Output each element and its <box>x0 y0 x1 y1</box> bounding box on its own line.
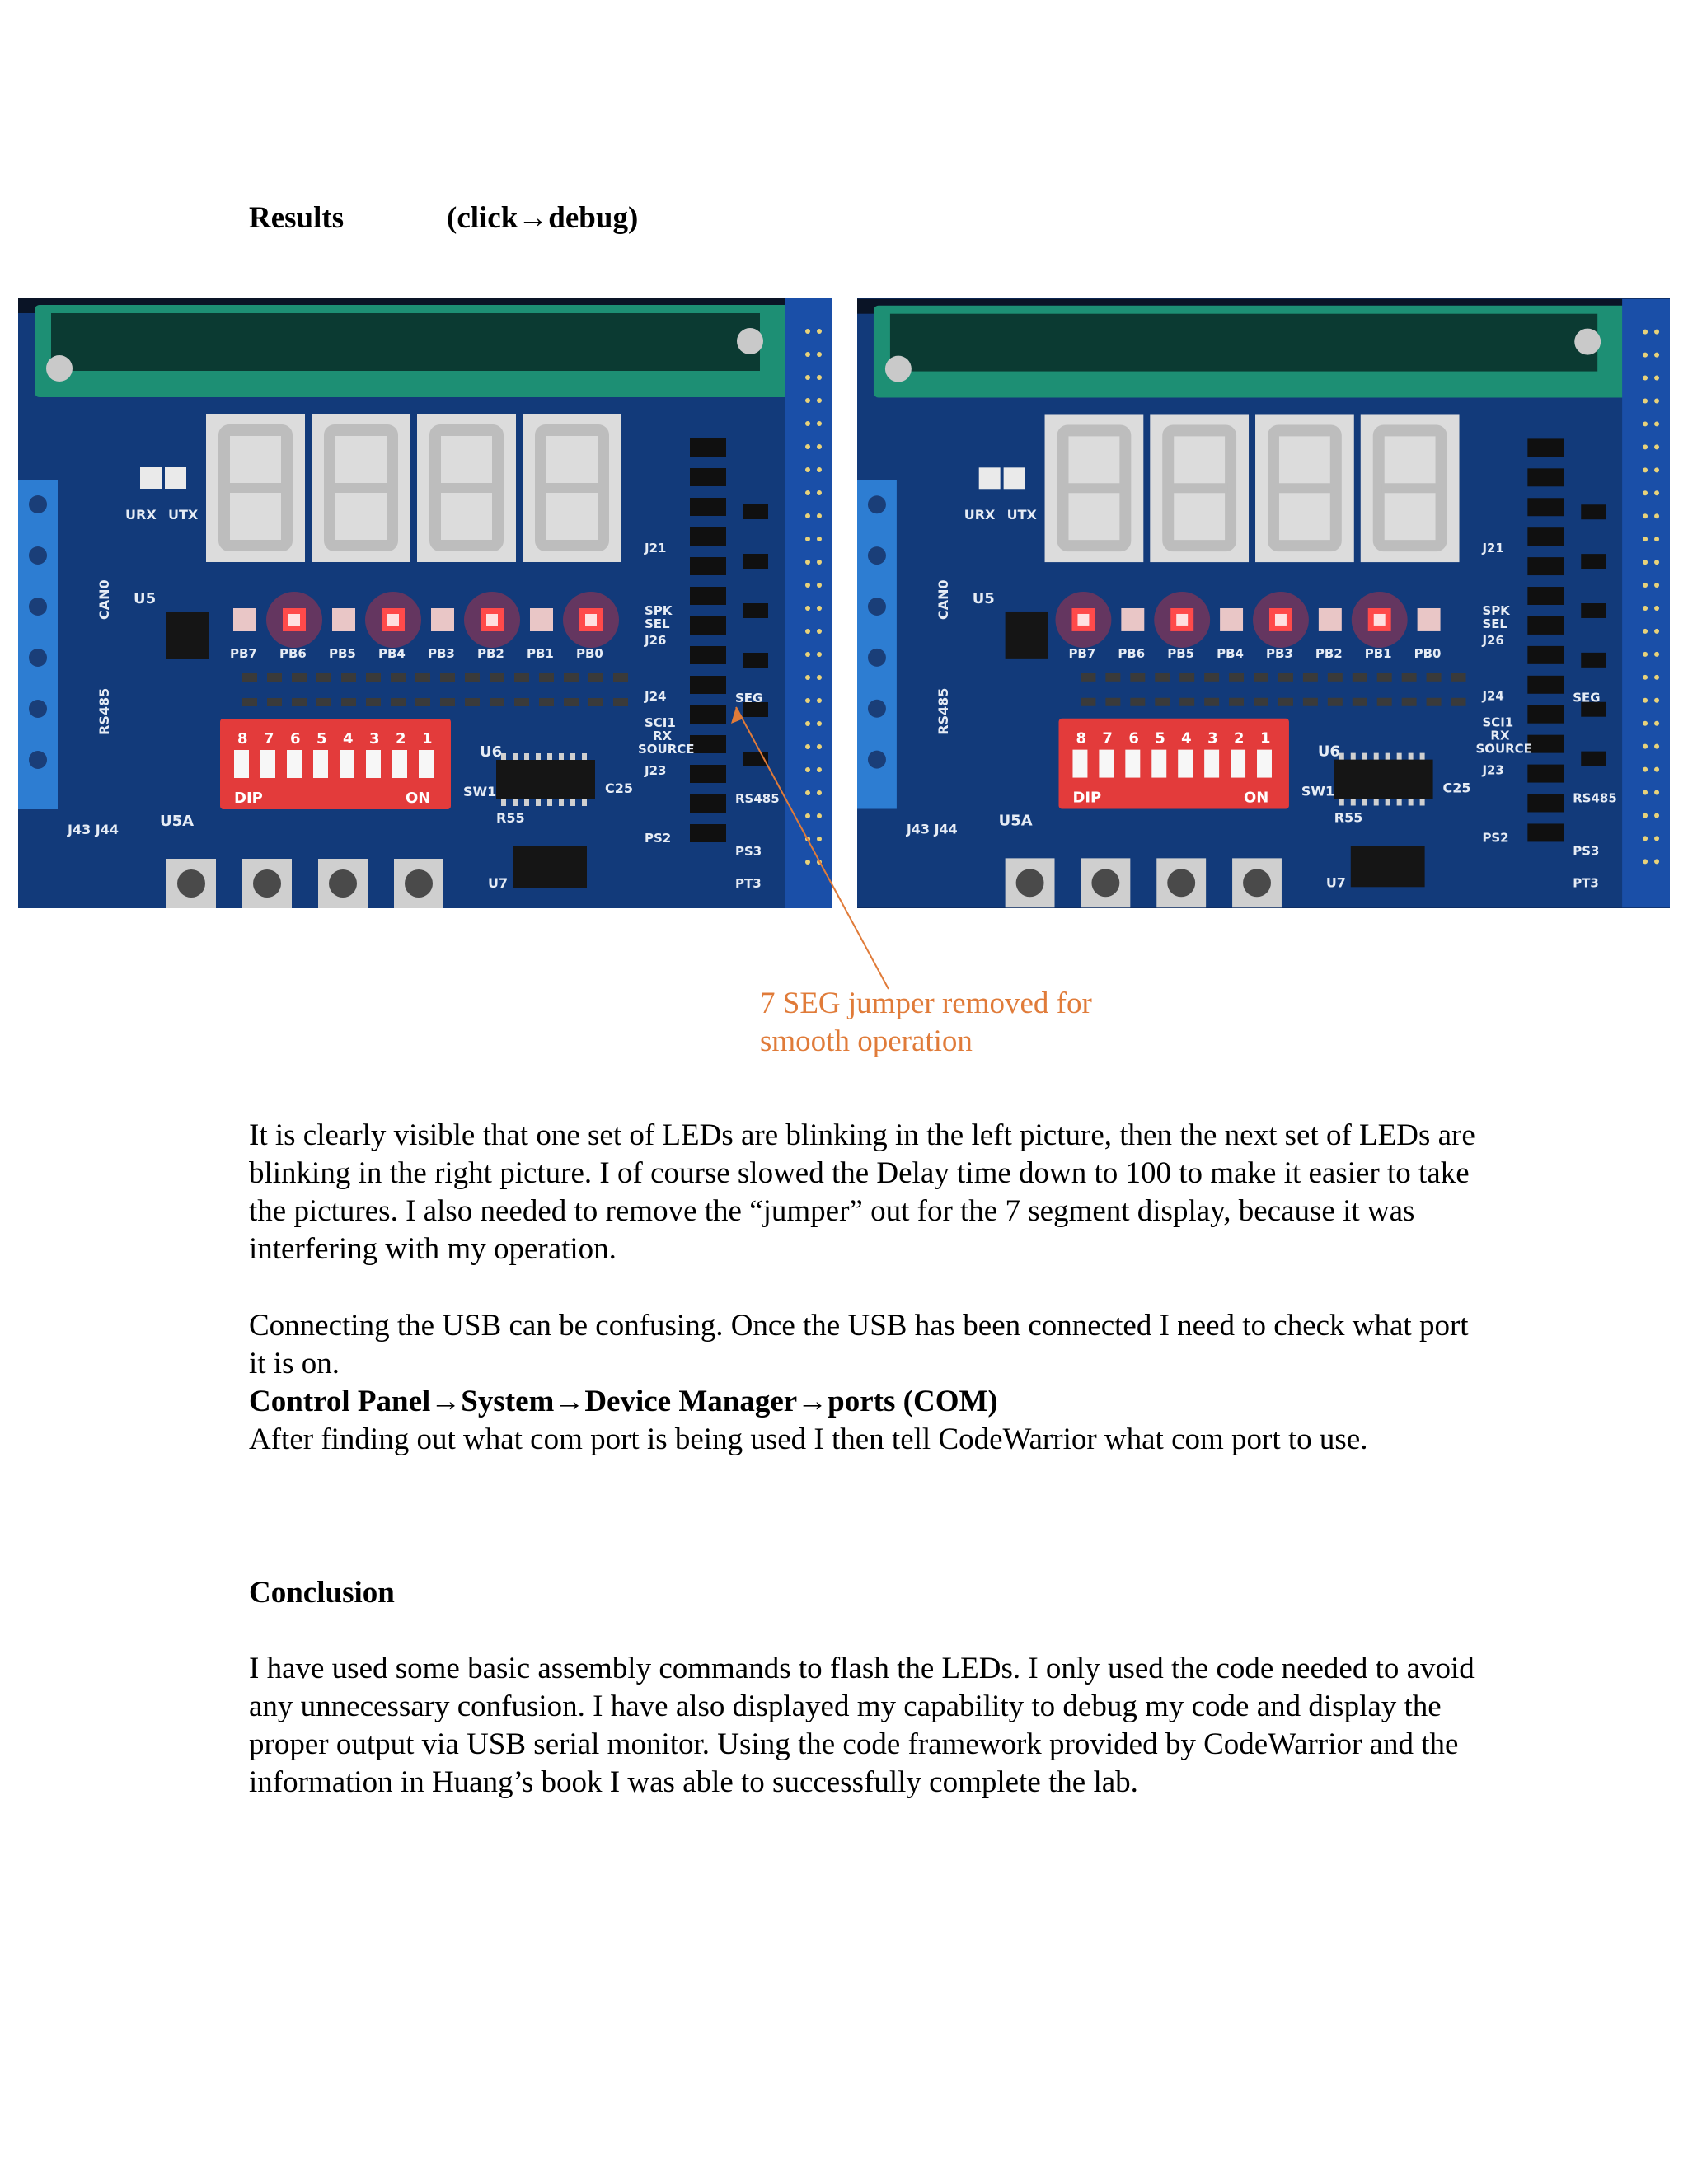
paragraph-com-port: After finding out what com port is being used I then tell CodeWarrior what com port to use. <box>249 1422 1368 1456</box>
label-urx: URX <box>125 507 157 523</box>
label-j26: J26 <box>645 633 667 648</box>
label-pb7: PB7 <box>230 646 257 661</box>
label-source: SOURCE <box>638 742 695 757</box>
results-subtitle: (click→debug) <box>447 201 639 235</box>
label-rs485: RS485 <box>1573 790 1617 806</box>
label-seg: SEG <box>735 691 763 705</box>
label-pb7: PB7 <box>1068 645 1096 661</box>
label-rs485: RS485 <box>935 687 951 735</box>
label-ps2: PS2 <box>645 831 672 846</box>
dip-number: 7 <box>264 730 274 748</box>
label-pb0: PB0 <box>1414 645 1442 661</box>
label-j24: J24 <box>1482 688 1504 704</box>
dip-number: 5 <box>316 730 327 748</box>
label-pt3: PT3 <box>1573 875 1599 891</box>
label-can0: CAN0 <box>935 579 951 620</box>
label-seg: SEG <box>1573 690 1601 705</box>
dip-number: 6 <box>1128 729 1139 748</box>
label-u7: U7 <box>1325 874 1346 891</box>
dip-number: 7 <box>1102 729 1113 748</box>
label-can0: CAN0 <box>96 579 112 620</box>
dip-number: 1 <box>1260 729 1271 748</box>
label-pb6: PB6 <box>279 646 307 661</box>
annotation-line-2: smooth operation <box>760 1024 973 1058</box>
annotation-line-1: 7 SEG jumper removed for <box>760 987 1092 1020</box>
label-u5: U5 <box>134 590 157 607</box>
dip-number: 2 <box>1234 729 1245 748</box>
label-ps3: PS3 <box>735 844 762 859</box>
label-pb1: PB1 <box>1364 645 1392 661</box>
dip-text: DIP <box>234 790 263 807</box>
dip-number: 4 <box>343 730 354 748</box>
label-pb5: PB5 <box>329 646 356 661</box>
label-pb6: PB6 <box>1118 645 1146 661</box>
label-sci1: SCI1 <box>1482 715 1514 730</box>
label-utx: UTX <box>1006 507 1037 523</box>
label-ps2: PS2 <box>1482 830 1509 846</box>
label-rx: RX <box>1490 728 1510 743</box>
label-sw1: SW1 <box>463 784 497 799</box>
dip-number: 6 <box>290 730 301 748</box>
label-pb5: PB5 <box>1167 645 1195 661</box>
dip-on: ON <box>1244 789 1269 807</box>
label-spk: SPK <box>645 603 673 618</box>
label-urx: URX <box>964 507 996 523</box>
label-r55: R55 <box>1334 809 1363 826</box>
dip-number: 8 <box>1076 729 1086 748</box>
label-c25: C25 <box>605 780 634 796</box>
results-title: Results <box>249 201 345 235</box>
label-c25: C25 <box>1442 780 1471 796</box>
label-pb4: PB4 <box>378 646 406 661</box>
label-pb1: PB1 <box>527 646 554 661</box>
label-pb4: PB4 <box>1217 645 1244 661</box>
label-spk: SPK <box>1482 602 1510 618</box>
label-r55: R55 <box>496 810 525 826</box>
label-rx: RX <box>653 729 673 743</box>
label-j43: J43 J44 <box>906 821 958 837</box>
label-pb3: PB3 <box>1265 645 1293 661</box>
label-u5a: U5A <box>160 813 195 830</box>
label-u6: U6 <box>1317 743 1340 761</box>
label-ps3: PS3 <box>1573 843 1600 859</box>
conclusion-title: Conclusion <box>249 1576 395 1610</box>
label-pb0: PB0 <box>576 646 603 661</box>
paragraph-led-results: It is clearly visible that one set of LEDs are blinking in the left picture, then the next set of LEDs are blinking in the right picture. I of course slowed the Delay time down to 100 to make it easier to take the pictures. I also needed to remove the “jumper” out for the 7 segment display, because it was interfering with my operation. <box>249 1118 1475 1266</box>
dip-number: 5 <box>1155 729 1165 748</box>
label-pt3: PT3 <box>735 876 762 891</box>
label-sel: SEL <box>645 616 670 631</box>
dip-number: 3 <box>1207 729 1218 748</box>
label-pb3: PB3 <box>428 646 455 661</box>
label-rs485: RS485 <box>735 791 780 806</box>
conclusion-text: I have used some basic assembly commands to flash the LEDs. I only used the code needed to avoid any unnecessary confusion. I have also displayed my capability to debug my code and display the proper output via USB serial monitor. Using the code framework provided by CodeWarrior and the information in Huang’s book I was able to successfully complete the lab. <box>249 1652 1475 1799</box>
label-sw1: SW1 <box>1301 783 1335 799</box>
label-rs485: RS485 <box>96 687 112 735</box>
label-j43: J43 J44 <box>68 822 120 837</box>
device-manager-path: Control Panel→System→Device Manager→ports (COM) <box>249 1385 998 1418</box>
label-j24: J24 <box>645 689 667 704</box>
label-pb2: PB2 <box>477 646 504 661</box>
dip-number: 8 <box>237 730 248 748</box>
dip-number: 4 <box>1181 729 1192 748</box>
dip-number: 3 <box>369 730 380 748</box>
label-j23: J23 <box>1482 762 1504 778</box>
dip-text: DIP <box>1072 789 1102 807</box>
label-j21: J21 <box>1482 541 1504 556</box>
label-j23: J23 <box>645 763 667 778</box>
label-j21: J21 <box>645 541 667 555</box>
label-pb2: PB2 <box>1315 645 1343 661</box>
label-sci1: SCI1 <box>645 715 676 730</box>
paragraph-usb: Connecting the USB can be confusing. Once the USB has been connected I need to check what port it is on. <box>249 1309 1469 1380</box>
dip-number: 1 <box>422 730 433 748</box>
dip-number: 2 <box>396 730 406 748</box>
label-u5: U5 <box>972 590 995 607</box>
label-u6: U6 <box>480 743 503 761</box>
label-sel: SEL <box>1482 616 1507 631</box>
label-u7: U7 <box>488 875 509 891</box>
label-j26: J26 <box>1482 632 1504 648</box>
label-source: SOURCE <box>1475 741 1532 757</box>
label-u5a: U5A <box>998 812 1033 830</box>
label-utx: UTX <box>168 507 199 523</box>
dip-on: ON <box>406 790 431 807</box>
